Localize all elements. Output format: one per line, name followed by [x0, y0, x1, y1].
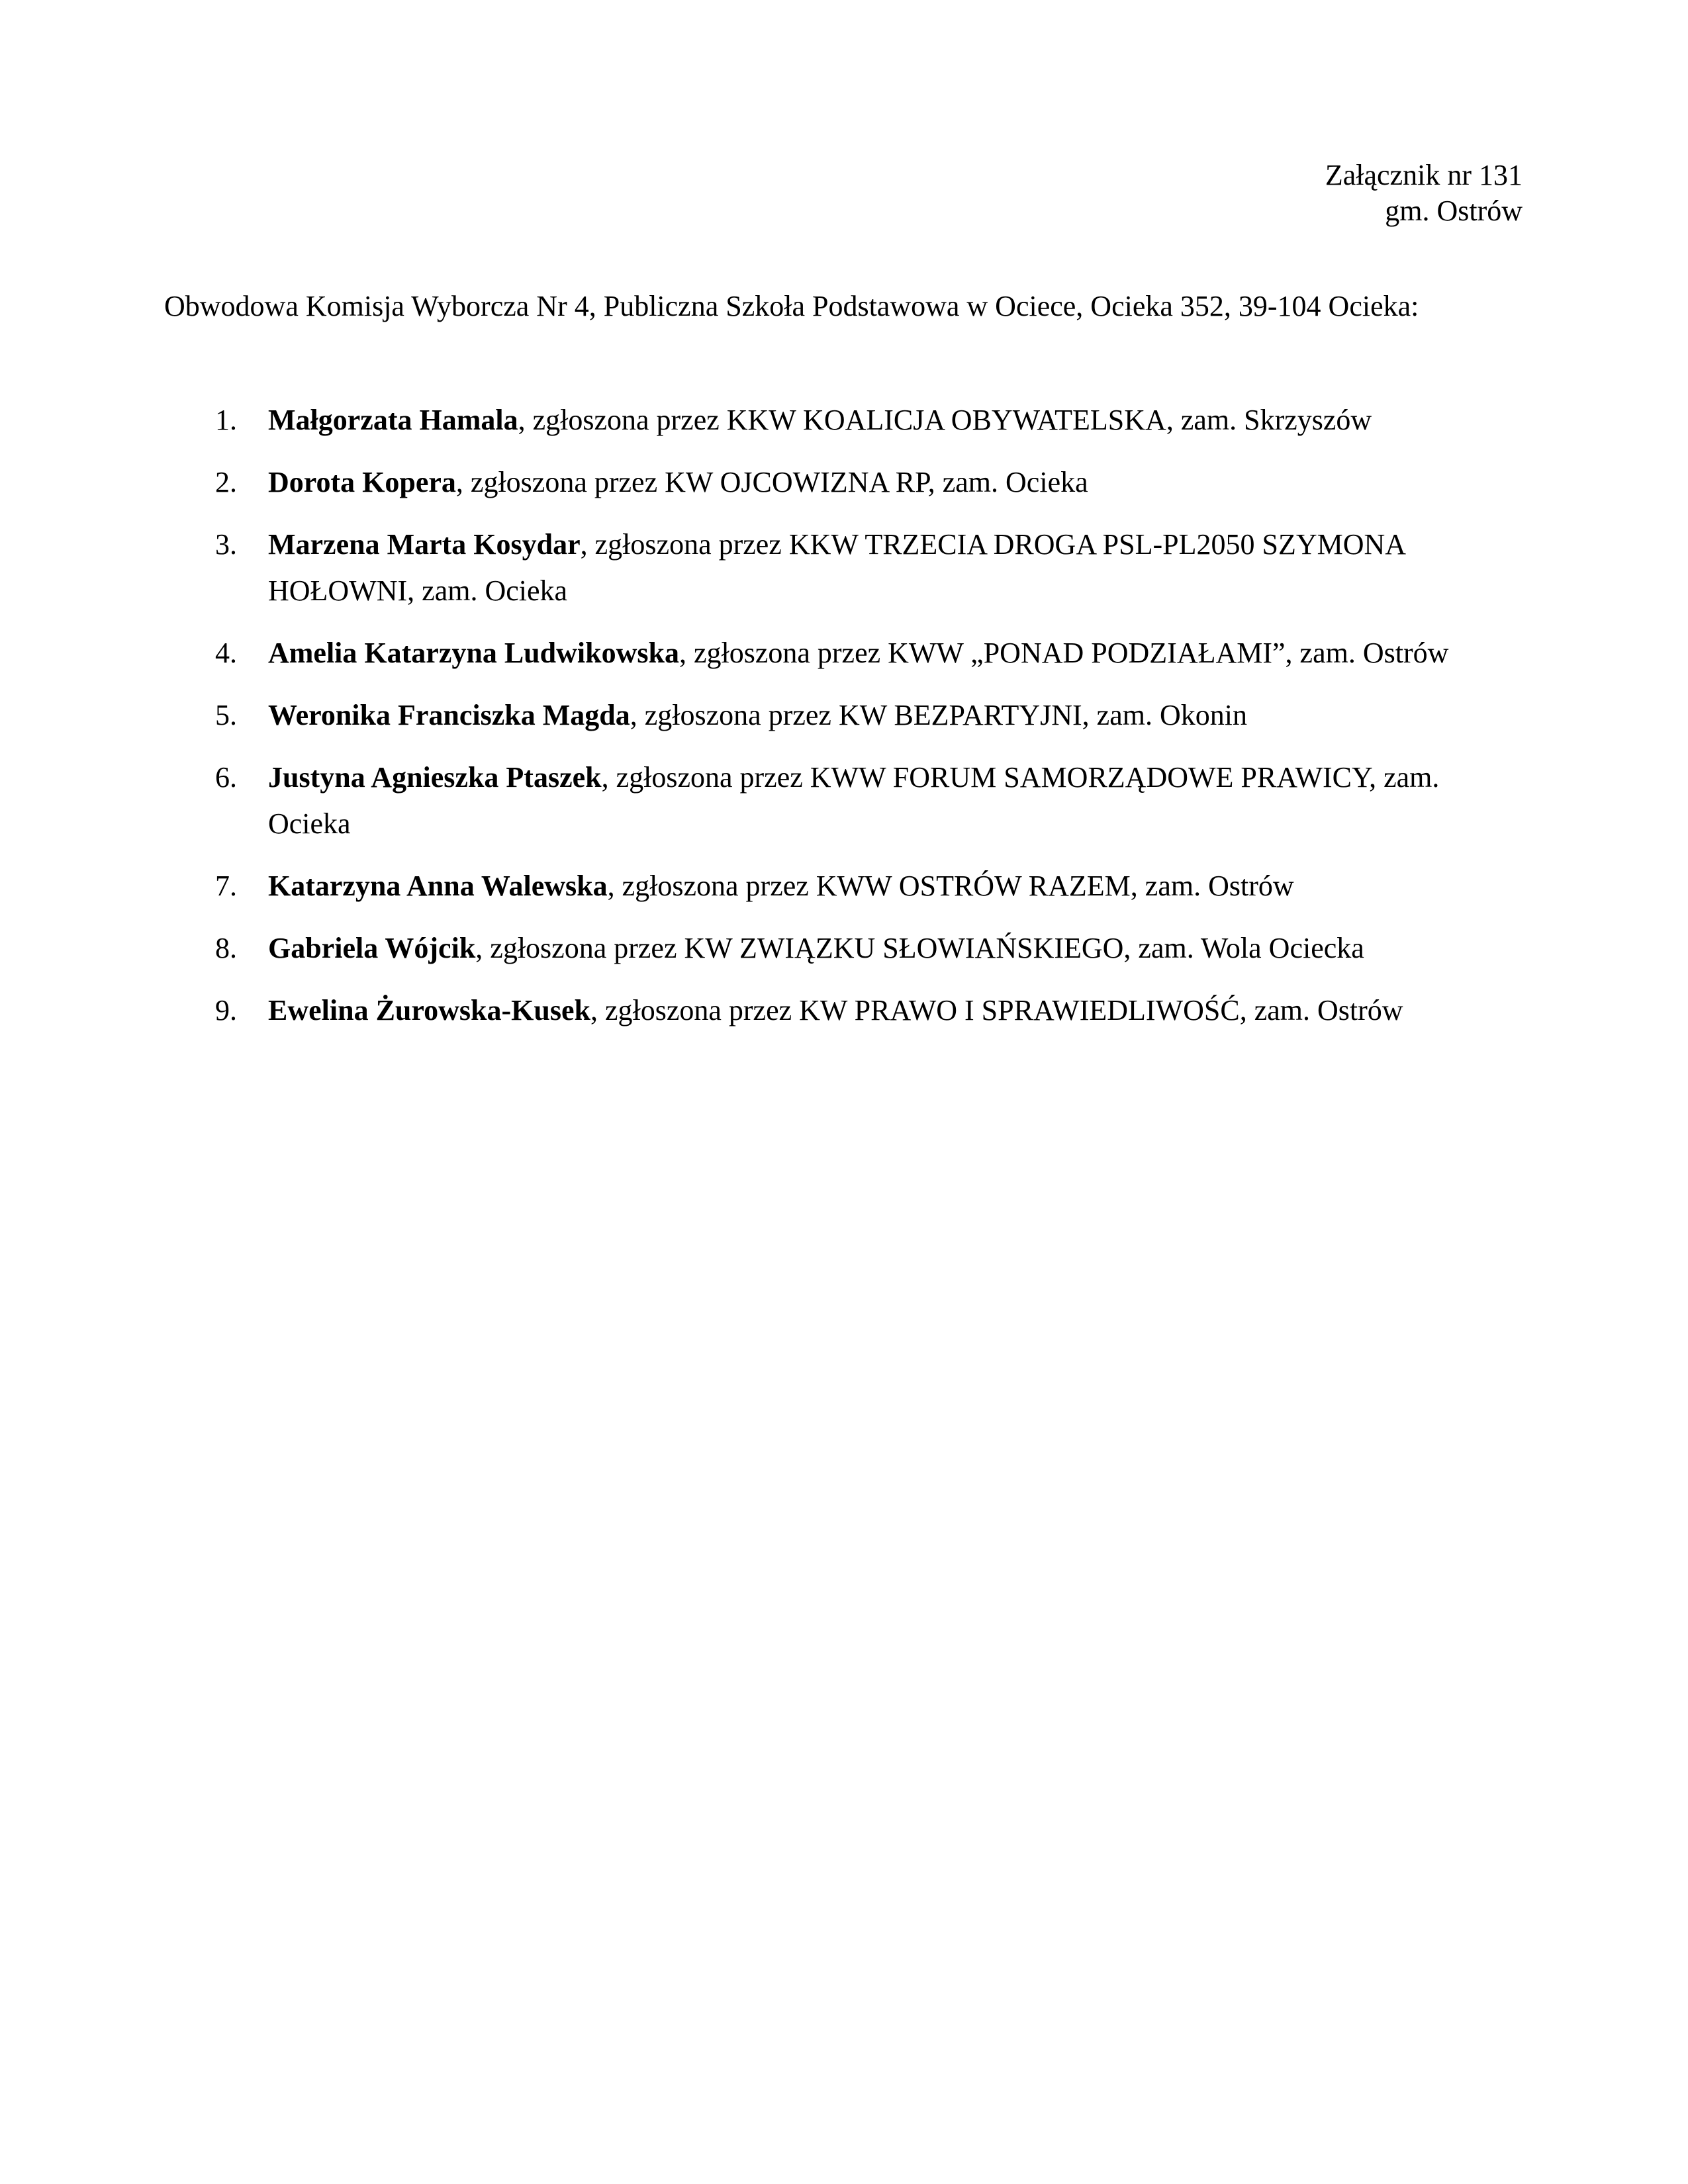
attachment-municipality: gm. Ostrów	[1385, 195, 1523, 227]
members-list	[165, 397, 1489, 1050]
commission-header: Obwodowa Komisja Wyborcza Nr 4, Publiczna Szkoła Podstawowa w Ociece, Ocieka 352, 39-104 Ocieka:	[164, 290, 1419, 322]
member-item	[165, 630, 1489, 676]
member-item	[165, 522, 1489, 614]
member-details: , zgłoszona przez KWW FORUM SAMORZĄDOWE PRAWICY, zam. Ocieka	[268, 761, 1440, 840]
member-item	[165, 754, 1489, 847]
member-details: , zgłoszona przez KW PRAWO I SPRAWIEDLIWOŚĆ, zam. Ostrów	[590, 994, 1403, 1026]
member-number: 6.	[215, 761, 237, 794]
member-number: 5.	[215, 699, 237, 731]
member-details: , zgłoszona przez KW BEZPARTYJNI, zam. Okonin	[630, 699, 1247, 731]
member-number: 3.	[215, 528, 237, 561]
attachment-number: Załącznik nr 131	[1325, 159, 1523, 191]
member-item	[165, 459, 1489, 506]
member-name: Gabriela Wójcik	[268, 932, 476, 964]
member-number: 2.	[215, 466, 237, 498]
member-name: Dorota Kopera	[268, 466, 456, 498]
member-item	[165, 987, 1489, 1034]
member-number: 1.	[215, 404, 237, 436]
attachment-label	[1325, 158, 1523, 229]
member-details: , zgłoszona przez KWW OSTRÓW RAZEM, zam. Ostrów	[607, 870, 1294, 902]
member-number: 7.	[215, 870, 237, 902]
member-details: , zgłoszona przez KW ZWIĄZKU SŁOWIAŃSKIEGO, zam. Wola Ociecka	[475, 932, 1364, 964]
member-name: Marzena Marta Kosydar	[268, 528, 581, 561]
member-name: Katarzyna Anna Walewska	[268, 870, 608, 902]
member-details: , zgłoszona przez KKW TRZECIA DROGA PSL-PL2050 SZYMONA HOŁOWNI, zam. Ocieka	[268, 528, 1405, 607]
member-details: , zgłoszona przez KW OJCOWIZNA RP, zam. Ocieka	[455, 466, 1088, 498]
member-item	[165, 925, 1489, 972]
member-item	[165, 397, 1489, 443]
member-name: Justyna Agnieszka Ptaszek	[268, 761, 602, 794]
member-number: 8.	[215, 932, 237, 964]
member-number: 4.	[215, 637, 237, 669]
member-name: Małgorzata Hamala	[268, 404, 518, 436]
member-name: Ewelina Żurowska-Kusek	[268, 994, 590, 1026]
member-details: , zgłoszona przez KKW KOALICJA OBYWATELSKA, zam. Skrzyszów	[518, 404, 1372, 436]
member-name: Amelia Katarzyna Ludwikowska	[268, 637, 679, 669]
member-number: 9.	[215, 994, 237, 1026]
member-item	[165, 692, 1489, 739]
member-name: Weronika Franciszka Magda	[268, 699, 630, 731]
member-item	[165, 863, 1489, 909]
member-details: , zgłoszona przez KWW „PONAD PODZIAŁAMI”, zam. Ostrów	[679, 637, 1449, 669]
